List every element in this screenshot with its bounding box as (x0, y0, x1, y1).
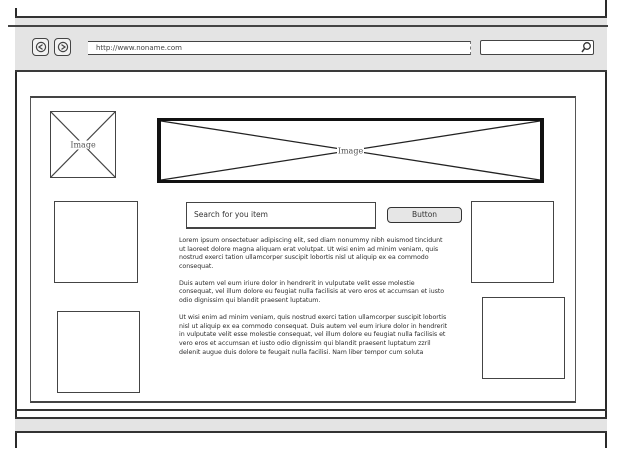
banner-image-label: Image (337, 146, 364, 155)
browser-footer-band (15, 417, 607, 433)
back-arrow-icon (35, 41, 47, 53)
address-bar[interactable]: http://www.noname.com (88, 41, 471, 55)
left-sidebar-box-1 (54, 201, 138, 283)
banner-image-placeholder (157, 118, 544, 183)
logo-image-label: Image (70, 140, 96, 149)
forward-arrow-icon (57, 41, 69, 53)
logo-image-placeholder (50, 111, 116, 178)
forward-button[interactable] (54, 38, 71, 56)
paragraph: Ut wisi enim ad minim veniam, quis nostrud exerci tation ullamcorper suscipit lobortis nisl ut aliquip ex ea commodo consequat. Duis autem vel eum iriure dolor in hendrerit in vulputate velit esse molestie consequat, vel illum dolore eu feugiat nulla facilisis et vero eros et accumsan et iusto odio dignissim qui blandit praesent luptatum zzril delenit augue duis dolore te feugait nulla facilisi. Nam liber tempor cum soluta (179, 314, 448, 356)
frame-left-edge (15, 8, 17, 448)
back-button[interactable] (32, 38, 49, 56)
search-submit-button[interactable]: Button (387, 207, 462, 223)
main-text-content (179, 237, 449, 392)
paragraph: Duis autem vel eum iriure dolor in hendrerit in vulputate velit esse molestie consequat, vel illum dolore eu feugiat nulla facilisis at vero eros et accumsan et iusto odio dignissim qui blandit praesent luptatum. (179, 279, 445, 305)
browser-search-box[interactable] (480, 40, 594, 55)
item-search-input[interactable]: Search for you item (186, 202, 376, 229)
right-sidebar-box-2 (482, 297, 565, 379)
right-sidebar-box-1 (471, 201, 554, 283)
search-icon (580, 41, 592, 54)
toolbar-divider (8, 25, 608, 27)
paragraph: Lorem ipsum onsectetuer adipiscing elit, sed diam nonummy nibh euismod tincidunt ut laoreet dolore magna aliquam erat volutpat. Ut wisi enim ad minim veniam, quis nostrud exerci tation ullamcorper suscipit lobortis nisl ut aliquip ex ea commodo consequat. (179, 237, 443, 270)
left-sidebar-box-2 (57, 311, 140, 393)
